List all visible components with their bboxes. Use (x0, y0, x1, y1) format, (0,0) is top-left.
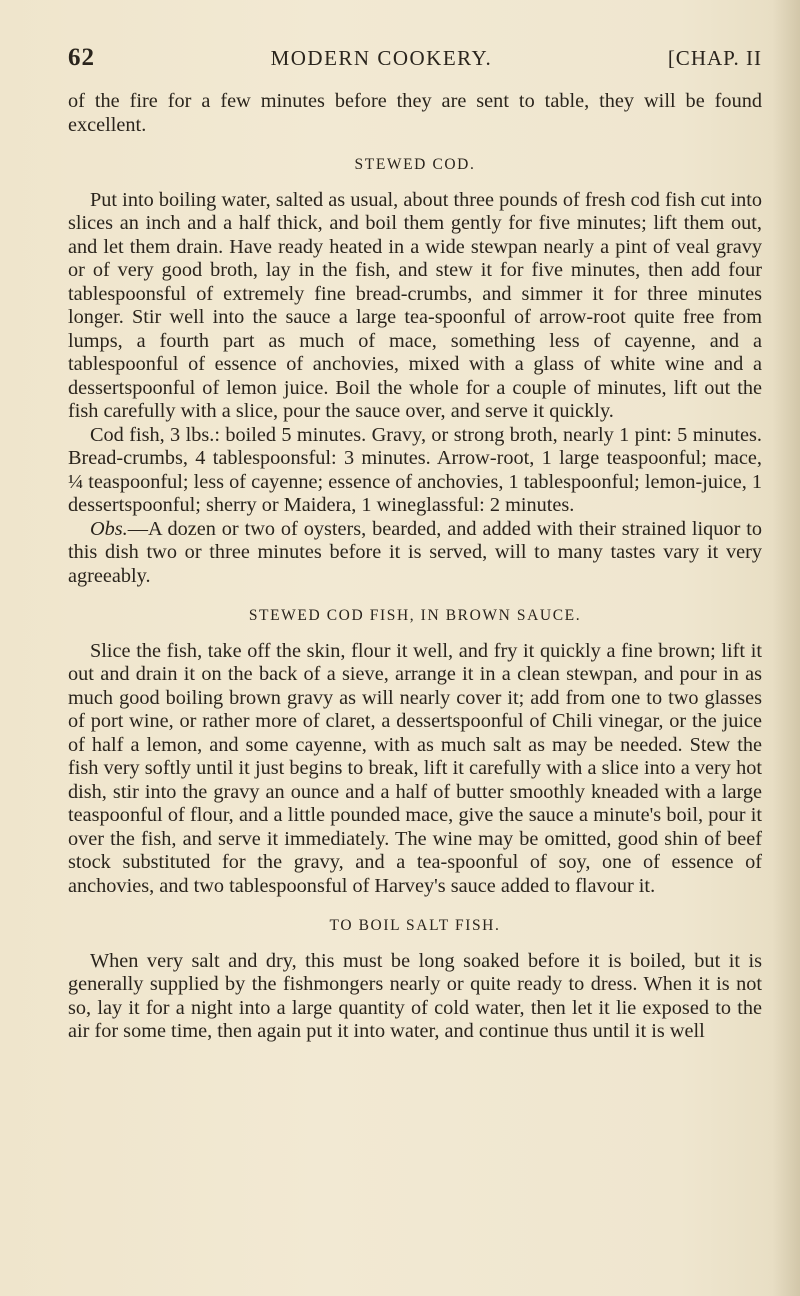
continued-paragraph: of the fire for a few minutes before they are sent to table, they will be found excellent. (68, 90, 762, 136)
recipe-paragraph: When very salt and dry, this must be long soaked before it is boiled, but it is generally supplied by the fishmongers nearly or quite ready to dress. When it is not so, lay it for a night into a large quantity of cold water, then let it lie exposed to the air for some time, then again put it into water, and continue thus until it is well (68, 949, 762, 1042)
section-heading-salt-fish: TO BOIL SALT FISH. (329, 917, 501, 934)
recipe-paragraph: Put into boiling water, salted as usual, about three pounds of fresh cod fish cut into slices an inch and a half thick, and boil them gently for five minutes; lift them out, and let them drain. Have ready heated in a wide stewpan nearly a pint of veal gravy or of very good broth, lay in the fish, and stew it for five minutes, then add four tablespoonsful of extremely fine bread-crumbs, and simmer it for three minutes longer. Stir well into the sauce a large tea-spoonful of arrow-root quite free from lumps, a fourth part as much of mace, something less of cayenne, and a tablespoonful of essence of anchovies, mixed with a glass of white wine and a dessertspoonful of lemon juice. Boil the whole for a couple of minutes, lift out the fish carefully with a slice, pour the sauce over, and serve it quickly. (68, 188, 762, 422)
page-edge-shadow (772, 0, 800, 1296)
obs-label: Obs. (90, 517, 128, 540)
section-heading-stewed-cod: STEWED COD. (354, 156, 476, 173)
running-head (68, 44, 762, 72)
body-text (68, 90, 762, 1044)
recipe-observation (68, 518, 762, 589)
recipe-summary: Cod fish, 3 lbs.: boiled 5 minutes. Gravy, or strong broth, nearly 1 pint: 5 minutes. Bread-crumbs, 4 tablespoonsful: 3 minutes. Arrow-root, 1 large teaspoonful; mace, ¼ teaspoonful; less of cayenne; essence of anchovies, 1 tablespoonful; lemon-juice, 1 dessertspoonful; sherry or Maidera, 1 wineglassful: 2 minutes. (68, 423, 762, 516)
book-title: MODERN COOKERY. (270, 46, 493, 70)
chapter-marker: [CHAP. II (667, 46, 762, 70)
page-number: 62 (68, 44, 95, 71)
recipe-paragraph: Slice the fish, take off the skin, flour it well, and fry it quickly a fine brown; lift it out and drain it on the back of a sieve, arrange it in a clean stewpan, and pour in as much good boiling brown gravy as will nearly cover it; add from one to two glasses of port wine, or rather more of claret, a dessertspoonful of Chili vinegar, or the juice of half a lemon, and some cayenne, with as much salt as may be needed. Stew the fish very softly until it just begins to break, lift it carefully with a slice into a very hot dish, stir into the gravy an ounce and a half of butter smoothly kneaded with a large teaspoonful of flour, and a little pounded mace, give the sauce a minute's boil, pour it over the fish, and serve it immediately. The wine may be omitted, good shin of beef stock substituted for the gravy, and a tea-spoonful of soy, one of essence of anchovies, and two tablespoonsful of Harvey's sauce added to flavour it. (68, 639, 762, 897)
section-heading-brown-sauce: STEWED COD FISH, IN BROWN SAUCE. (248, 607, 582, 624)
obs-text: —A dozen or two of oysters, bearded, and added with their strained liquor to this dish two or three minutes before it is served, will to many tastes vary it very agreeably. (68, 517, 762, 587)
